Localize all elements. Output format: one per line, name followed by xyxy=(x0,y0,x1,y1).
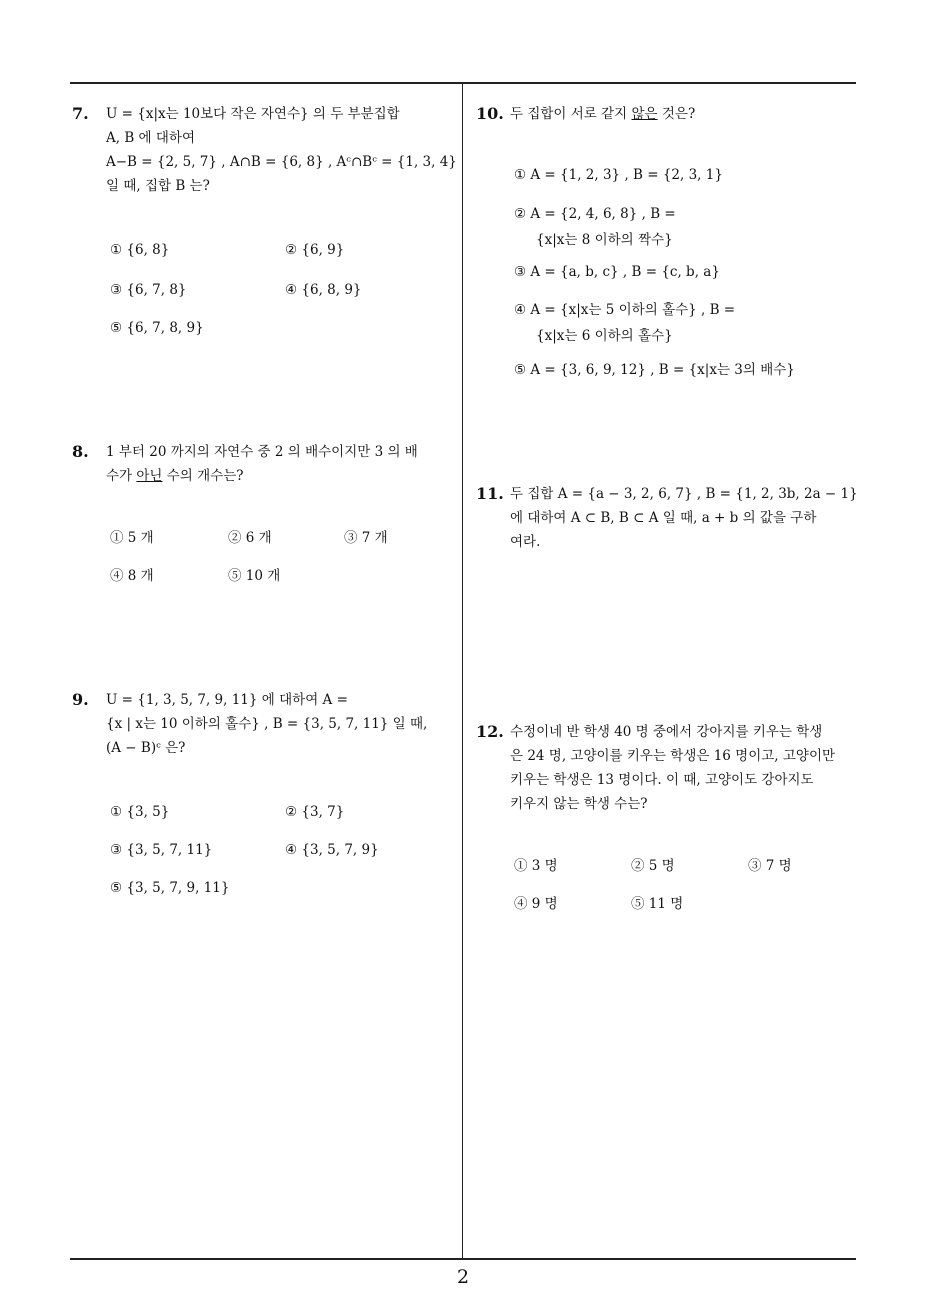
question-text-line xyxy=(510,102,860,126)
question-9 xyxy=(72,688,458,760)
answer-option-2[interactable]: ② 6 개 xyxy=(228,530,272,546)
answer-option-1[interactable]: ① 5 개 xyxy=(110,530,154,546)
question-text-line: 은 24 명, 고양이를 키우는 학생은 16 명이고, 고양이만 xyxy=(510,748,836,764)
answer-option-4-continued: {x|x는 6 이하의 홀수} xyxy=(536,328,673,344)
text-fragment: 두 집합이 서로 같지 xyxy=(510,106,632,122)
answer-option-3[interactable]: ③ A = {a, b, c} , B = {c, b, a} xyxy=(514,264,720,280)
question-text-line: 일 때, 집합 B 는? xyxy=(106,178,210,194)
answer-option-2-continued: {x|x는 8 이하의 짝수} xyxy=(536,232,673,248)
text-fragment: 수가 xyxy=(106,468,137,484)
question-number: 7. xyxy=(72,104,89,123)
question-text-line: 1 부터 20 까지의 자연수 중 2 의 배수이지만 3 의 배 xyxy=(106,444,418,460)
question-number: 9. xyxy=(72,690,89,709)
question-text-line: U = {x|x는 10보다 작은 자연수} 의 두 부분집합 xyxy=(106,106,400,122)
question-text-line: U = {1, 3, 5, 7, 9, 11} 에 대하여 A = xyxy=(106,692,348,708)
bottom-rule xyxy=(70,1258,856,1260)
answer-option-1[interactable]: ① {3, 5} xyxy=(110,804,170,820)
answer-option-5[interactable]: ⑤ 10 개 xyxy=(228,568,281,584)
answer-option-1[interactable]: ① A = {1, 2, 3} , B = {2, 3, 1} xyxy=(514,167,723,183)
underlined-word: 아닌 xyxy=(136,468,163,484)
answer-option-4[interactable]: ④ 8 개 xyxy=(110,568,154,584)
answer-option-4[interactable]: ④ {3, 5, 7, 9} xyxy=(285,842,379,858)
text-fragment: 수의 개수는? xyxy=(162,468,244,484)
question-text-line: 수정이네 반 학생 40 명 중에서 강아지를 키우는 학생 xyxy=(510,724,823,740)
answer-option-5[interactable]: ⑤ 11 명 xyxy=(631,896,684,912)
question-text-line: (A − B)ᶜ 은? xyxy=(106,740,186,756)
question-text-line: A−B = {2, 5, 7} , A∩B = {6, 8} , Aᶜ∩Bᶜ = {1, 3, 4} xyxy=(106,154,457,170)
top-rule xyxy=(70,82,856,84)
question-text-line: A, B 에 대하여 xyxy=(106,130,195,146)
question-number: 8. xyxy=(72,442,89,461)
question-12 xyxy=(476,720,860,816)
question-text-line xyxy=(106,464,458,488)
answer-option-4[interactable]: ④ {6, 8, 9} xyxy=(285,282,362,298)
question-text-line: 에 대하여 A ⊂ B, B ⊂ A 일 때, a + b 의 값을 구하 xyxy=(510,510,817,526)
underlined-word: 않은 xyxy=(631,106,658,122)
answer-option-3[interactable]: ③ {3, 5, 7, 11} xyxy=(110,842,213,858)
question-text-line: {x | x는 10 이하의 홀수} , B = {3, 5, 7, 11} 일 때, xyxy=(106,716,428,732)
page-number: 2 xyxy=(456,1266,470,1288)
question-text-line: 키우는 학생은 13 명이다. 이 때, 고양이도 강아지도 xyxy=(510,772,814,788)
answer-option-2[interactable]: ② {6, 9} xyxy=(285,242,345,258)
question-10 xyxy=(476,102,860,126)
column-divider xyxy=(462,82,463,1260)
answer-option-4[interactable]: ④ 9 명 xyxy=(514,896,558,912)
answer-option-1[interactable]: ① {6, 8} xyxy=(110,242,170,258)
answer-option-5[interactable]: ⑤ A = {3, 6, 9, 12} , B = {x|x는 3의 배수} xyxy=(514,362,795,378)
question-text-line: 키우지 않는 학생 수는? xyxy=(510,796,648,812)
answer-option-3[interactable]: ③ 7 명 xyxy=(748,858,792,874)
question-7 xyxy=(72,102,458,198)
answer-option-2[interactable]: ② A = {2, 4, 6, 8} , B = xyxy=(514,206,676,222)
answer-option-4[interactable]: ④ A = {x|x는 5 이하의 홀수} , B = xyxy=(514,302,736,318)
answer-option-2[interactable]: ② {3, 7} xyxy=(285,804,345,820)
question-number: 11. xyxy=(476,484,504,503)
question-text-line: 두 집합 A = {a − 3, 2, 6, 7} , B = {1, 2, 3b, 2a − 1} xyxy=(510,486,858,502)
text-fragment: 것은? xyxy=(657,106,696,122)
answer-option-1[interactable]: ① 3 명 xyxy=(514,858,558,874)
answer-option-5[interactable]: ⑤ {3, 5, 7, 9, 11} xyxy=(110,880,230,896)
answer-option-5[interactable]: ⑤ {6, 7, 8, 9} xyxy=(110,320,204,336)
question-number: 10. xyxy=(476,104,504,123)
answer-option-3[interactable]: ③ {6, 7, 8} xyxy=(110,282,187,298)
question-number: 12. xyxy=(476,722,504,741)
question-8 xyxy=(72,440,458,488)
answer-option-3[interactable]: ③ 7 개 xyxy=(344,530,388,546)
answer-option-2[interactable]: ② 5 명 xyxy=(631,858,675,874)
question-text-line: 여라. xyxy=(510,534,541,550)
question-11 xyxy=(476,482,860,554)
